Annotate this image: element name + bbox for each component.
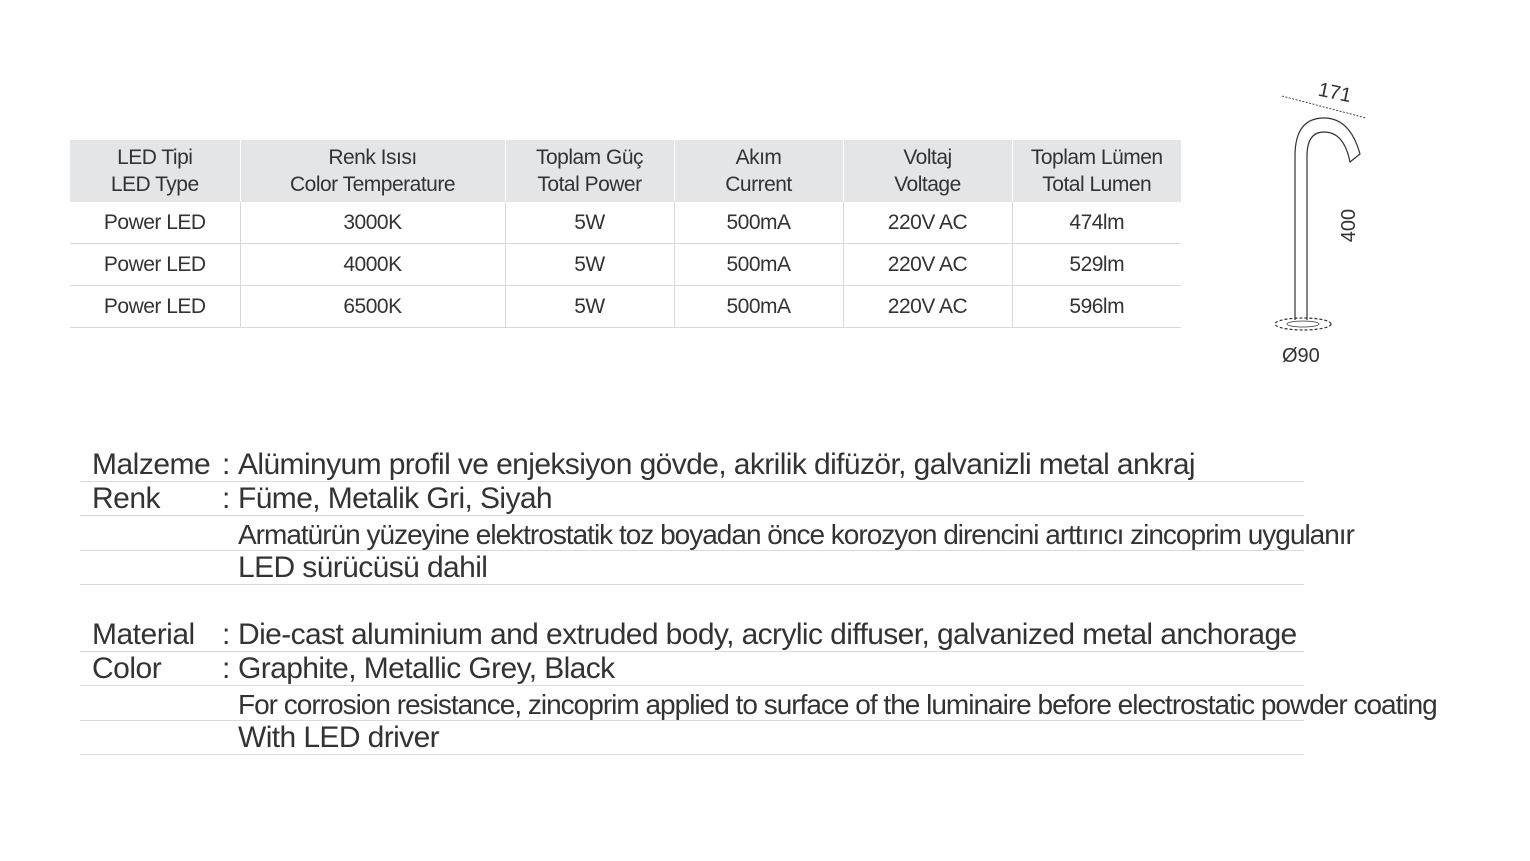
table-header-row <box>70 140 1181 202</box>
cell-current: 500mA <box>674 286 843 328</box>
cell-color-temperature: 6500K <box>240 286 505 328</box>
colon: : <box>222 447 231 481</box>
header-total-power: Toplam Güç Total Power <box>505 140 674 202</box>
cell-total-power: 5W <box>505 286 674 328</box>
cell-led-type: Power LED <box>103 210 206 234</box>
driver-note-tr: LED sürücüsü dahil <box>238 551 488 584</box>
note-row-en <box>80 686 1437 721</box>
colon: : <box>222 482 231 515</box>
colon: : <box>222 652 231 685</box>
colon: : <box>222 617 231 651</box>
material-value-en: Die-cast aluminium and extruded body, acrylic diffuser, galvanized metal anchorage <box>238 617 1297 651</box>
base-inner <box>1287 321 1319 327</box>
note-row-tr <box>80 516 1354 551</box>
color-label-en: Color <box>92 652 162 685</box>
cell-total-lumen: 529lm <box>1012 244 1181 286</box>
cell-voltage: 220V AC <box>843 244 1012 286</box>
spec-table <box>70 140 1181 328</box>
corrosion-note-en: For corrosion resistance, zincoprim applied to surface of the luminaire before electrostatic powder coating <box>238 688 1437 720</box>
material-label-tr: Malzeme <box>92 447 211 481</box>
cell-voltage: 220V AC <box>843 202 1012 244</box>
color-value-en: Graphite, Metallic Grey, Black <box>238 652 615 685</box>
driver-note-en: With LED driver <box>238 721 440 754</box>
cell-total-power: 5W <box>505 202 674 244</box>
color-value-tr: Füme, Metalik Gri, Siyah <box>238 482 553 515</box>
material-label-en: Material <box>92 617 195 651</box>
table-row <box>70 244 1181 286</box>
table-row <box>70 286 1181 328</box>
cell-total-power: 5W <box>505 244 674 286</box>
color-label-tr: Renk <box>92 482 161 515</box>
material-row-tr <box>80 447 1304 482</box>
header-led-type: LED Tipi LED Type <box>70 140 240 202</box>
color-row-en <box>80 652 1304 687</box>
product-drawing <box>1268 76 1378 376</box>
cell-led-type: Power LED <box>70 286 240 328</box>
driver-row-en <box>80 721 1304 756</box>
cell-current: 500mA <box>674 244 843 286</box>
header-voltage: Voltaj Voltage <box>843 140 1012 202</box>
cell-led-type: Power LED <box>70 244 240 286</box>
material-row-en <box>80 617 1304 652</box>
color-row-tr <box>80 482 1304 517</box>
cell-voltage: 220V AC <box>843 286 1012 328</box>
material-value-tr: Alüminyum profil ve enjeksiyon gövde, akrilik difüzör, galvanizli metal ankraj <box>238 447 1195 481</box>
header-total-lumen: Toplam Lümen Total Lumen <box>1012 140 1181 202</box>
cell-current: 500mA <box>674 202 843 244</box>
cell-color-temperature: 4000K <box>240 244 505 286</box>
driver-row-tr <box>80 551 1304 586</box>
table-row <box>70 202 1181 244</box>
base-plate <box>1275 318 1331 330</box>
cell-total-lumen: 596lm <box>1012 286 1181 328</box>
width-dimension-label: 171 <box>1316 78 1354 108</box>
description-block <box>80 447 1437 755</box>
header-current: Akım Current <box>674 140 843 202</box>
cell-color-temperature: 3000K <box>240 202 505 244</box>
corrosion-note-tr: Armatürün yüzeyine elektrostatik toz boyadan önce korozyon direncini arttırıcı zincoprim uygulanır <box>238 518 1354 550</box>
spacer <box>80 585 1304 617</box>
diameter-dimension-label: Ø90 <box>1282 345 1320 367</box>
cell-total-lumen: 474lm <box>1012 202 1181 244</box>
header-color-temperature: Renk Isısı Color Temperature <box>240 140 505 202</box>
height-dimension-label: 400 <box>1338 208 1361 243</box>
